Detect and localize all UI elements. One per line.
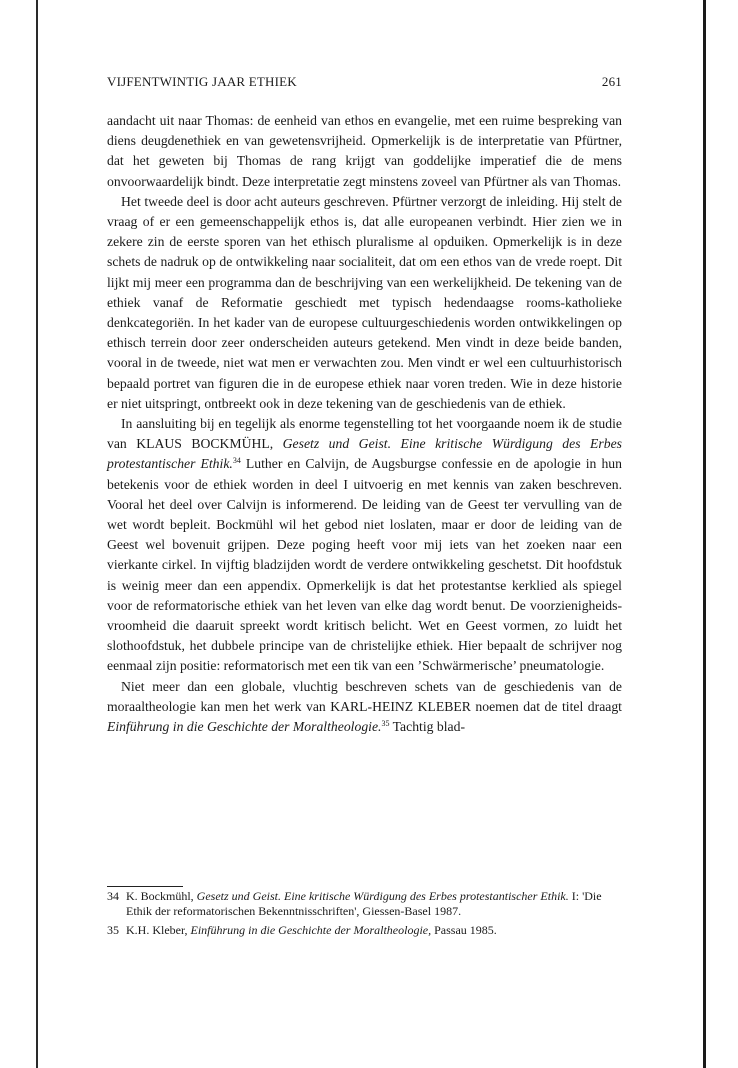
book-title-bockmuhl: Gesetz und Geist. Eine kritische Würdigung des Erbes protestantischer Ethik. <box>107 436 622 472</box>
footnote-rest: Passau 1985. <box>431 923 497 937</box>
paragraph-3 <box>107 414 622 677</box>
footnote-rest: I: 'Die Ethik der reformatorischen Bekenntnisschriften', Giessen-Basel 1987. <box>126 889 602 918</box>
footnote-author: K. Bockmühl, <box>126 889 197 903</box>
paragraph-4 <box>107 677 622 738</box>
footnote-text <box>126 923 622 938</box>
paragraph-2: Het tweede deel is door acht auteurs geschreven. Pfürtner verzorgt de inleiding. Hij stelt de vraag of er een gemeenschappelijk ethos is, dat alle europeanen verbindt. Hier zien we in zekere zin de eerste sporen van het ethisch pluralisme al opduiken. Opmerkelijk is in deze schets de nadruk op de ontwikkeling naar socialiteit, dat om een ethos van de vrede roept. Dit lijkt mij meer een programma dan de beschrijving van een werkelijkheid. De tekening van de ethiek vanaf de Reformatie geschiedt met typisch hedendaagse rooms-katholieke denkcategoriën. In het kader van de europese cultuurgeschiedenis worden ontwikkelingen op ethisch terrein door zeer onderscheiden auteurs getekend. Men vindt in deze beide banden, vooral in de tweede, niet wat men er verwachten zou. Men vindt er wel een cultuurhistorisch bepaald portret van figuren die in de europese ethiek naar voren treden. Wie in deze historie er niet uitspringt, ontbreekt ook in deze tekening van de geschiedenis van de ethiek. <box>107 193 622 411</box>
footnote-number: 34 <box>107 889 119 903</box>
footnote-number: 35 <box>107 923 119 937</box>
paragraph-4-text-a: Niet meer dan een globale, vluchtig beschreven schets van de geschiedenis van de moraaltheologie kan men het werk van KARL-HEINZ KLEBER noemen dat de titel draagt <box>107 678 622 714</box>
footnote-author: K.H. Kleber, <box>126 923 191 937</box>
footnote-34 <box>107 889 622 919</box>
running-header <box>107 74 622 94</box>
footnote-ref-34: 34 <box>232 456 241 466</box>
page-number: 261 <box>601 74 622 89</box>
footnote-text <box>126 889 622 919</box>
footnote-ref-35: 35 <box>381 719 390 729</box>
paragraph-4-text-b: Tachtig blad- <box>389 719 466 735</box>
footnote-title: Einführung in die Geschichte der Moraltheologie, <box>190 923 432 937</box>
paragraph-1: aandacht uit naar Thomas: de eenheid van ethos en evangelie, met een ruime bespreking van diens deugdenethiek en van gewetensvrijheid. Opmerkelijk is de interpretatie van Pfürtner, dat het geweten bij Thomas de rang krijgt van goddelijke imperatief die de mens onvoorwaardelijk bindt. Deze interpretatie zegt minstens zoveel van Pfürtner als van Thomas. <box>107 113 622 189</box>
running-title: VIJFENTWINTIG JAAR ETHIEK <box>107 74 297 89</box>
footnote-divider <box>107 886 183 887</box>
paragraph-3-text-b: Luther en Calvijn, de Augsburgse confessie en de apologie in hun betekenis voor de ethiek worden in deel I uitvoerig en met kennis van zaken beschreven. Vooral het deel over Calvijn is informerend. De leiding van de Geest ter vervulling van de wet wordt bepleit. Bockmühl wil het gebod niet loslaten, maar er door de leiding van de Geest wel bovenuit grijpen. Deze poging heeft voor mij iets van het zoeken naar een vierkante cirkel. In vijftig bladzijden wordt de verdere ontwikkeling geschetst. Dit hoofdstuk is weinig meer dan een appendix. Opmerkelijk is dat het protestantse kerklied als spiegel voor de reformatorische ethiek van het leven van elke dag wordt benut. De voorzienigheids-vroomheid die daaruit spreekt wordt kritisch belicht. Wet en Geest vormen, zo luidt het slothoofdstuk, het dubbele principe van de christelijke ethiek. Hier bepaalt de schrijver nog eenmaal zijn positie: reformatorisch met een tik van een ’Schwärmerische’ pneumatologie. <box>107 456 622 674</box>
scan-edge-right <box>703 0 706 1068</box>
book-title-kleber: Einführung in die Geschichte der Moraltheologie. <box>107 719 382 735</box>
body-text <box>107 111 622 737</box>
paragraph-3-text-a: In aansluiting bij en tegelijk als enorme tegenstelling tot het voorgaande noem ik de studie van KLAUS BOCKMÜHL, <box>107 416 622 452</box>
scan-edge-left <box>36 0 38 1068</box>
footnote-title: Gesetz und Geist. Eine kritische Würdigung des Erbes protestantischer Ethik. <box>196 889 569 903</box>
footnotes <box>107 889 622 942</box>
footnote-35 <box>107 923 622 938</box>
